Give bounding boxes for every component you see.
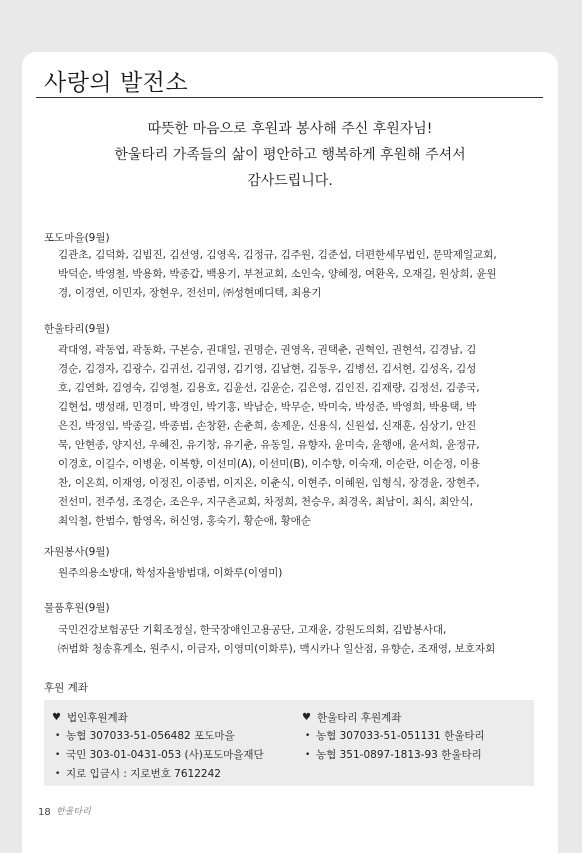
donor-line: 은진, 박정임, 박종길, 박종범, 손창환, 손춘희, 송제운, 신용식, 신원섭, 신재훈, 심상기, 안진 [58,420,477,432]
hanultari-logo: 한울타리 [56,807,91,817]
donor-line: 이경호, 이길수, 이병윤, 이복향, 이선미(A), 이선미(B), 이수향, 이숙재, 이순란, 이순정, 이용 [58,458,481,470]
donor-line: 국민건강보험공단 기획조정실, 한국장애인고용공단, 고재윤, 강원도의회, 김밥봉사대, [58,624,447,636]
account-item: • 농협 307033-51-051131 한울타리 [302,726,485,745]
account-item: • 농협 307033-51-056482 포도마을 [52,726,264,745]
corporate-account [52,708,264,783]
section-heading-hanultari: 한울타리(9월) [44,323,110,335]
account-title: 법인후원계좌 [66,711,128,724]
donor-line: 찬, 이온희, 이재영, 이정진, 이종범, 이지온, 이춘식, 이현주, 이혜원, 임형식, 장경윤, 장현주, [58,477,480,489]
page-number: 18 [38,807,51,818]
donor-line: 김현섭, 맹성래, 민경미, 박경인, 박기홍, 박남순, 박무순, 박미숙, 박성준, 박영희, 박용택, 박 [58,401,477,413]
donor-line: 최익철, 한범수, 함영옥, 허신영, 홍숙기, 황순애, 황애순 [58,515,312,527]
section-body-volunteer [58,564,546,583]
donor-line: 원주의용소방대, 학성자율방범대, 이화루(이영미) [58,567,283,579]
account-item: • 지로 입금시 : 지로번호 7612242 [52,764,264,783]
account-item: • 국민 303-01-0431-053 (사)포도마을재단 [52,745,264,764]
bullet-icon: • [305,730,311,741]
section-body-podomaeul [58,246,546,303]
donor-line: 호, 김연화, 김영숙, 김영철, 김용호, 김윤선, 김윤순, 김은영, 김인진, 김재량, 김정선, 김종국, [58,382,480,394]
account-box [44,700,534,786]
section-body-hanultari [58,341,546,531]
bullet-icon: • [55,768,61,779]
bullet-icon: • [55,749,61,760]
intro-line: 감사드립니다. [247,173,333,189]
heart-icon: ♥ [302,711,311,723]
account-heading: 후원 계좌 [44,682,88,694]
account-title: 한울타리 후원계좌 [316,711,402,724]
donor-line: 묵, 안현종, 양지선, 우혜진, 유기창, 유기춘, 유동일, 유향자, 윤미숙, 윤행애, 윤서희, 윤정규, [58,439,480,451]
account-item: • 농협 351-0897-1813-93 한울타리 [302,745,485,764]
section-heading-goods: 물품후원(9월) [44,602,110,614]
section-heading-podomaeul: 포도마을(9월) [44,232,110,244]
bullet-icon: • [305,749,311,760]
intro-line: 따뜻한 마음으로 후원과 봉사해 주신 후원자님! [147,121,433,137]
donor-line: ㈜범화 청송휴게소, 원주시, 이금자, 이영미(이화루), 맥시카나 일산점, 유향순, 조재영, 보호자회 [58,643,496,655]
title-divider [36,97,543,98]
heart-icon: ♥ [52,711,61,723]
donor-line: 김관초, 김덕화, 김빔진, 김선영, 김영옥, 김정규, 김주원, 김준섭, 더편한세무법인, 문막제일교회, [58,249,497,261]
intro-line: 한울타리 가족들의 삶이 평안하고 행복하게 후원해 주셔서 [114,147,466,163]
donor-line: 경순, 김경자, 김광수, 김귀선, 김귀영, 김기영, 김남현, 김동우, 김병선, 김서현, 김성옥, 김성 [58,363,477,375]
section-body-goods [58,621,546,659]
section-heading-volunteer: 자원봉사(9월) [44,546,110,558]
hanultari-account [302,708,485,764]
newsletter-page [22,52,558,853]
page-title: 사랑의 발전소 [44,70,189,96]
donor-line: 전선미, 전주성, 조경순, 조은우, 지구촌교회, 차정희, 천승우, 최경옥, 최남이, 최식, 최안식, [58,496,473,508]
donor-line: 경, 이경연, 이민자, 장현우, 전선미, ㈜성현메디텍, 최용기 [58,287,322,299]
donor-line: 박덕순, 박영철, 박용화, 박종갑, 백용기, 부천교회, 소인숙, 양혜정, 여환옥, 오재길, 원상희, 윤원 [58,268,497,280]
bullet-icon: • [55,730,61,741]
thank-you-message [22,116,558,194]
donor-line: 곽대영, 곽동엽, 곽동화, 구본승, 권대일, 권명순, 권영옥, 권택춘, 권혁인, 권현석, 김경남, 김 [58,344,477,356]
